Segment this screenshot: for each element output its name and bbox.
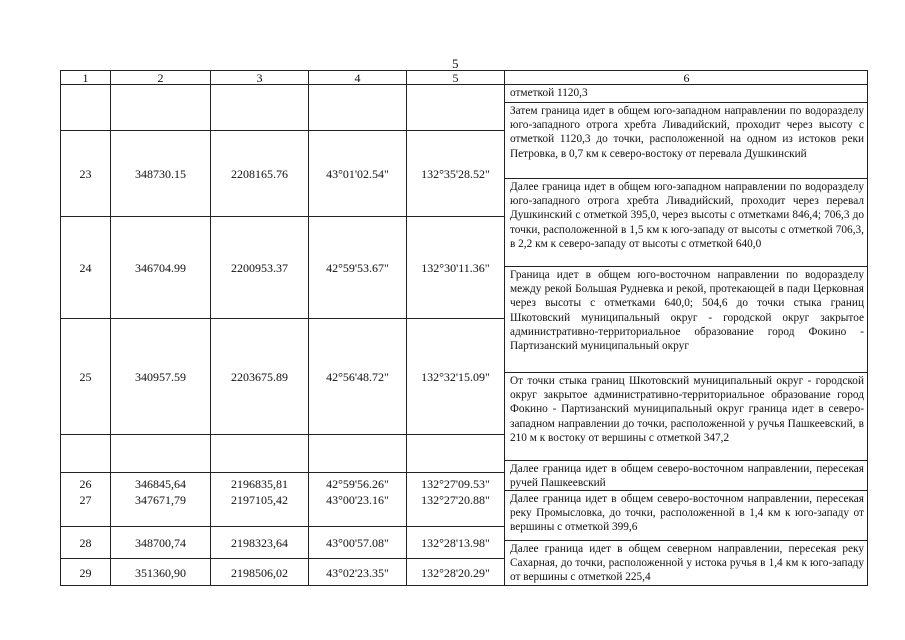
cell-y: 2200953.37: [210, 216, 308, 318]
cell-y: 2197105,42: [210, 472, 308, 526]
header-col-6: 6: [504, 70, 868, 84]
cell-y: 2196835,81: [210, 434, 308, 532]
header-col-3: 3: [210, 70, 308, 84]
cell-latitude: 42°59'56.26": [308, 434, 406, 532]
empty-cell: [110, 84, 210, 130]
cell-longitude: 132°32'15.09": [406, 318, 504, 434]
boundary-table: [60, 70, 868, 586]
cell-latitude: 43°01'02.54": [308, 130, 406, 216]
cell-latitude: 43°02'23.35": [308, 558, 406, 586]
cell-x: 348730.15: [110, 130, 210, 216]
cell-y: 2208165.76: [210, 130, 308, 216]
description-text: Далее граница идет в общем северо-восточном направлении, пересекая реку Промысловка, до точки, расположенной в 1,4 км к юго-западу от вершины с отметкой 399,6: [504, 490, 868, 540]
page-number: 5: [452, 56, 459, 71]
cell-x: 351360,90: [110, 558, 210, 586]
cell-longitude: 132°30'11.36": [406, 216, 504, 318]
cell-longitude: 132°35'28.52": [406, 130, 504, 216]
cell-longitude: 132°28'13.98": [406, 526, 504, 558]
description-text: Далее граница идет в общем северном направлении, пересекая реку Сахарная, до точки, расположенной у истока ручья в 1,4 км к юго-западу от вершины с отметкой 225,4: [504, 540, 868, 586]
cell-latitude: 42°59'53.67": [308, 216, 406, 318]
cell-x: 348700,74: [110, 526, 210, 558]
header-col-5: 5: [406, 70, 504, 84]
empty-cell: [210, 84, 308, 130]
cell-longitude: 132°27'09.53": [406, 434, 504, 532]
cell-longitude: 132°28'20.29": [406, 558, 504, 586]
cell-x: 347671,79: [110, 472, 210, 526]
cell-y: 2203675.89: [210, 318, 308, 434]
cell-latitude: 43°00'57.08": [308, 526, 406, 558]
cell-x: 346845,64: [110, 434, 210, 532]
description-text: Граница идет в общем юго-восточном направлении по водоразделу между рекой Большая Рудневка и рекой, протекающей в пади Церковная через высоты с отметками 640,0; 504,6 до точки стыка границ Шкотовский муниципальный округ - городской округ закрытое административно-территориальное образование город Фокино - Партизанский муниципальный округ: [504, 266, 868, 372]
description-text: Далее граница идет в общем юго-западном направлении по водоразделу юго-западного отрога хребта Ливадийский, проходит через перевал Душкинский с отметкой 395,0, через высоты с отметками 846,4; 706,3 до точки, расположенной в 1,5 км к юго-западу от высоты с отметкой 706,3, в 2,2 км к северо-западу от высоты с отметкой 640,0: [504, 178, 868, 266]
cell-x: 340957.59: [110, 318, 210, 434]
empty-cell: [406, 84, 504, 130]
cell-number: 28: [60, 526, 110, 558]
cell-y: 2198506,02: [210, 558, 308, 586]
description-text: От точки стыка границ Шкотовский муниципальный округ - городской округ закрытое административно-территориальное образование город Фокино - Партизанский муниципальный округ граница идет в северо-западном направлении до точки, расположенной у ручья Пашкеевский, в 210 м к востоку от вершины с отметкой 347,2: [504, 372, 868, 460]
cell-latitude: 43°00'23.16": [308, 472, 406, 526]
empty-cell: [60, 84, 110, 130]
cell-number: 26: [60, 434, 110, 532]
description-text: отметкой 1120,3: [504, 84, 868, 102]
header-col-4: 4: [308, 70, 406, 84]
cell-y: 2198323,64: [210, 526, 308, 558]
cell-latitude: 42°56'48.72": [308, 318, 406, 434]
table-border-right: [867, 70, 868, 586]
header-col-2: 2: [110, 70, 210, 84]
cell-longitude: 132°27'20.88": [406, 472, 504, 526]
description-text: Затем граница идет в общем юго-западном направлении по водоразделу юго-западного отрога хребта Ливадийский, проходит через высоту с отметкой 1120,3 до точки, расположенной на одном из истоков реки Петровка, в 0,7 км к северо-востоку от перевала Душкинский: [504, 102, 868, 178]
table-border-bottom: [60, 585, 868, 586]
cell-number: 27: [60, 472, 110, 526]
empty-cell: [308, 84, 406, 130]
cell-number: 24: [60, 216, 110, 318]
cell-x: 346704.99: [110, 216, 210, 318]
cell-number: 23: [60, 130, 110, 216]
header-col-1: 1: [60, 70, 110, 84]
description-text: Далее граница идет в общем северо-восточном направлении, пересекая ручей Пашкеевский: [504, 460, 868, 490]
cell-number: 25: [60, 318, 110, 434]
cell-number: 29: [60, 558, 110, 586]
